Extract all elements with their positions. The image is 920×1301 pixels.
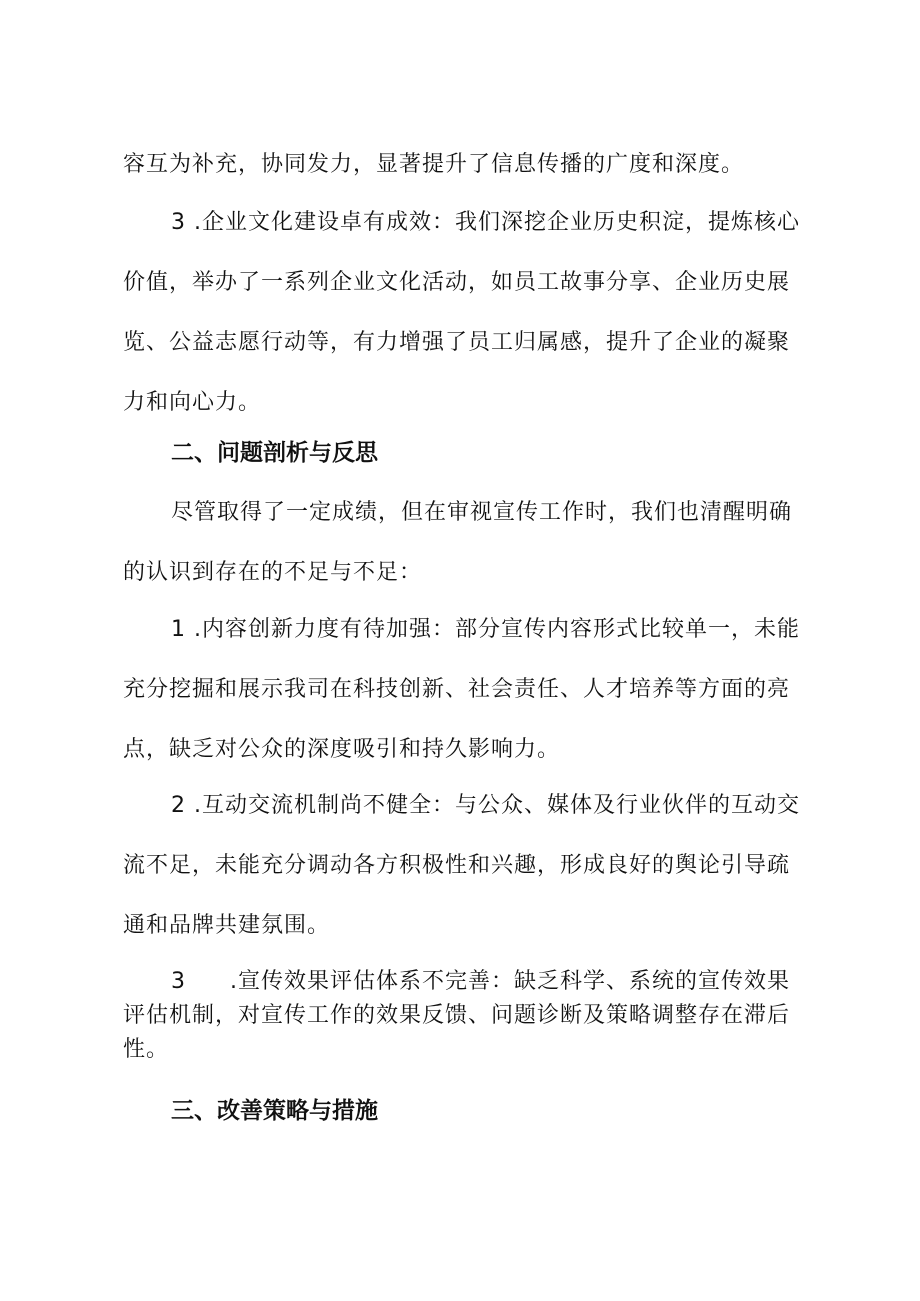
list-number: 3 <box>171 969 186 994</box>
paragraph-problem-interaction: 2 .互动交流机制尚不健全：与公众、媒体及行业伙伴的互动交流不足，未能充分调动各方积极性和兴趣，形成良好的舆论引导疏通和品牌共建氛围。 <box>123 793 800 938</box>
section-heading-improvements: 三、改善策略与措施 <box>171 1097 378 1123</box>
paragraph-problem-evaluation <box>123 965 803 1067</box>
section-heading-problems: 二、问题剖析与反思 <box>171 439 378 465</box>
paragraph-culture-achievement: 3 .企业文化建设卓有成效：我们深挖企业历史积淀，提炼核心价值，举办了一系列企业文化活动，如员工故事分享、企业历史展览、公益志愿行动等，有力增强了员工归属感，提升了企业的凝聚力和向心力。 <box>123 210 800 415</box>
paragraph-text: .宣传效果评估体系不完善：缺乏科学、系统的宣传效果评估机制，对宣传工作的效果反馈、问题诊断及策略调整存在滞后性。 <box>123 969 791 1062</box>
paragraph-problems-intro: 尽管取得了一定成绩，但在审视宣传工作时，我们也清醒明确的认识到存在的不足与不足： <box>123 500 793 585</box>
paragraph-problem-content-innovation: 1 .内容创新力度有待加强：部分宣传内容形式比较单一，未能充分挖掘和展示我司在科技创新、社会责任、人才培养等方面的亮点，缺乏对公众的深度吸引和持久影响力。 <box>123 617 800 762</box>
paragraph-continuation: 容互为补充，协同发力，显著提升了信息传播的广度和深度。 <box>123 152 745 177</box>
